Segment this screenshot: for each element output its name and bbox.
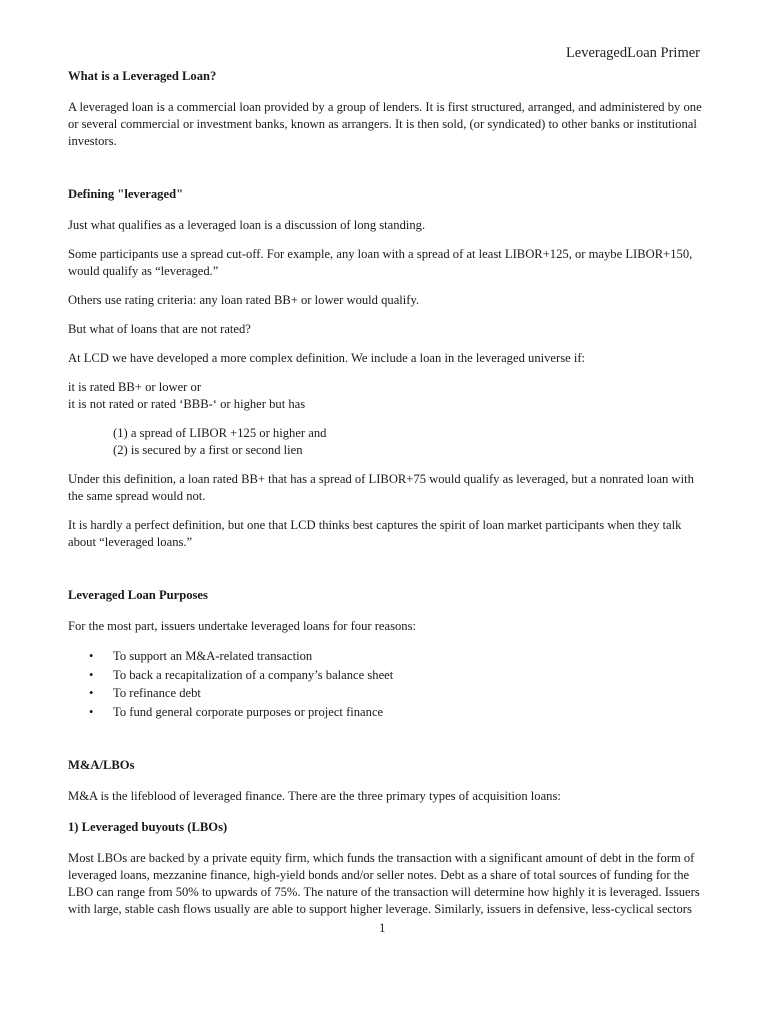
list-item [68,684,704,703]
list-item [68,703,704,722]
condition-line: it is rated BB+ or lower or [68,380,202,394]
paragraph: Most LBOs are backed by a private equity firm, which funds the transaction with a significant amount of debt in the form of leveraged loans, mezzanine finance, high-yield bonds and/or seller notes. Debt as a share of total sources of funding for the LBO can range from 50% to upwards of 75%. The nature of the transaction will determine how highly it is leveraged. Issuers with large, stable cash flows usually are able to support higher leverage. Similarly, issuers in defensive, less-cyclical sectors [68,851,700,916]
condition-line: it is not rated or rated ‘BBB-‘ or higher but has [68,397,306,411]
list-item [68,647,704,666]
paragraph: Others use rating criteria: any loan rated BB+ or lower would qualify. [68,293,420,307]
list-item [68,666,704,685]
page-number: 1 [379,920,386,935]
paragraph: At LCD we have developed a more complex definition. We include a loan in the leveraged universe if: [68,351,586,365]
heading-what-is-leveraged-loan: What is a Leveraged Loan? [68,69,217,83]
list-item-text: To refinance debt [113,686,201,700]
heading-defining-leveraged: Defining "leveraged" [68,187,184,201]
bullet-icon: • [89,686,94,700]
heading-ma-lbos: M&A/LBOs [68,758,135,772]
paragraph: Some participants use a spread cut-off. For example, any loan with a spread of at least LIBOR+125, or maybe LIBOR+150, would qualify as “leveraged.” [68,247,693,278]
bullet-icon: • [89,667,94,682]
paragraph: For the most part, issuers undertake leveraged loans for four reasons: [68,619,416,633]
paragraph: M&A is the lifeblood of leveraged finance. There are the three primary types of acquisition loans: [68,789,561,803]
list-item-text: To fund general corporate purposes or project finance [113,704,384,719]
subheading-leveraged-buyouts: 1) Leveraged buyouts (LBOs) [68,820,228,834]
purposes-list [68,647,704,721]
paragraph: A leveraged loan is a commercial loan provided by a group of lenders. It is first structured, arranged, and administered by one or several commercial or investment banks, known as arrangers. It is then sold, (or syndicated) to other banks or institutional investors. [68,100,702,148]
paragraph: Under this definition, a loan rated BB+ that has a spread of LIBOR+75 would qualify as leveraged, but a nonrated loan with the same spread would not. [68,472,694,503]
running-header: LeveragedLoan Primer [565,45,700,61]
sub-condition: (2) is secured by a first or second lien [113,443,303,457]
bullet-icon: • [89,704,94,719]
paragraph: It is hardly a perfect definition, but one that LCD thinks best captures the spirit of loan market participants when they talk about “leveraged loans.” [68,518,682,549]
document-body [68,68,704,918]
heading-leveraged-loan-purposes: Leveraged Loan Purposes [68,588,208,602]
paragraph: Just what qualifies as a leveraged loan is a discussion of long standing. [68,218,426,232]
paragraph: But what of loans that are not rated? [68,322,251,336]
list-item-text: To support an M&A-related transaction [113,649,313,663]
bullet-icon: • [89,649,94,663]
sub-condition: (1) a spread of LIBOR +125 or higher and [113,426,327,440]
list-item-text: To back a recapitalization of a company’s balance sheet [113,667,394,682]
